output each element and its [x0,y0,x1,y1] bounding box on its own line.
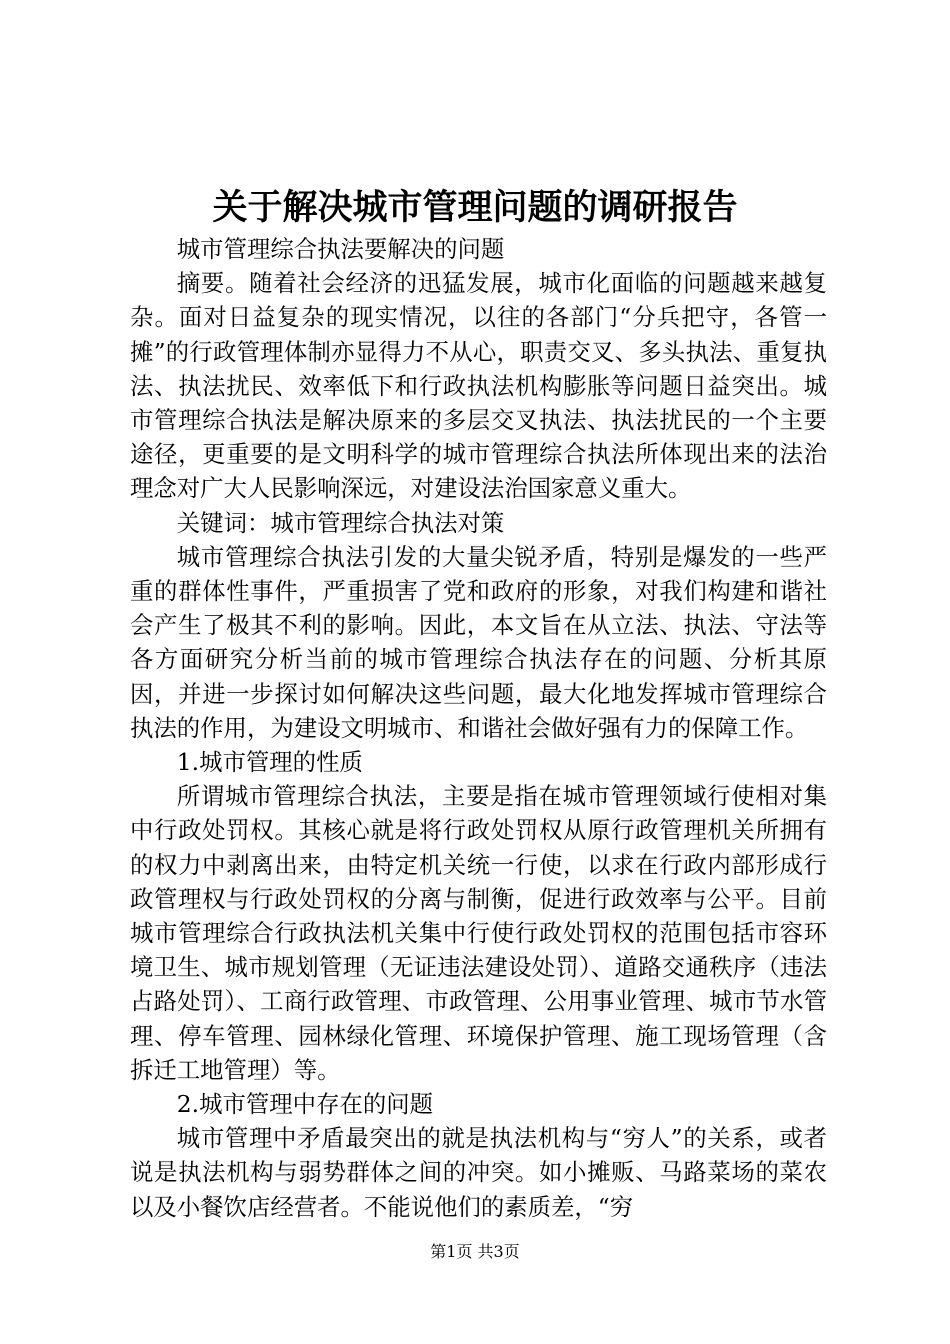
body-paragraph: 城市管理综合执法引发的大量尖锐矛盾，特别是爆发的一些严重的群体性事件，严重损害了党和政府的形象，对我们构建和谐社会产生了极其不利的影响。因此，本文旨在从立法、执法、守法等各方面研究分析当前的城市管理综合执法存在的问题、分析其原因，并进一步探讨如何解决这些问题，最大化地发挥城市管理综合执法的作用，为建设文明城市、和谐社会做好强有力的保障工作。 [130,542,827,742]
document-body [130,232,827,1224]
document-title: 关于解决城市管理问题的调研报告 [212,187,738,228]
section-heading: 1.城市管理的性质 [176,748,363,777]
keywords-line: 关键词：城市管理综合执法对策 [176,508,505,537]
abstract-paragraph: 摘要。随着社会经济的迅猛发展，城市化面临的问题越来越复杂。面对日益复杂的现实情况，以往的各部门“分兵把守，各管一摊”的行政管理体制亦显得力不从心，职责交叉、多头执法、重复执法、执法扰民、效率低下和行政执法机构膨胀等问题日益突出。城市管理综合执法是解决原来的多层交叉执法、执法扰民的一个主要途径，更重要的是文明科学的城市管理综合执法所体现出来的法治理念对广大人民影响深远，对建设法治国家意义重大。 [130,269,827,503]
body-paragraph: 所谓城市管理综合执法，主要是指在城市管理领域行使相对集中行政处罚权。其核心就是将行政处罚权从原行政管理机关所拥有的权力中剥离出来，由特定机关统一行使，以求在行政内部形成行政管理权与行政处罚权的分离与制衡，促进行政效率与公平。目前城市管理综合行政执法机关集中行使行政处罚权的范围包括市容环境卫生、城市规划管理（无证违法建设处罚）、道路交通秩序（违法占路处罚）、工商行政管理、市政管理、公用事业管理、城市节水管理、停车管理、园林绿化管理、环境保护管理、施工现场管理（含拆迁工地管理）等。 [130,782,827,1084]
page-number-footer: 第1页 共3页 [430,1242,520,1261]
section-heading: 城市管理综合执法要解决的问题 [176,235,505,263]
body-paragraph: 城市管理中矛盾最突出的就是执法机构与“穷人”的关系，或者说是执法机构与弱势群体之间的冲突。如小摊贩、马路菜场的菜农以及小餐饮店经营者。不能说他们的素质差，“穷 [130,1124,827,1221]
section-heading: 2.城市管理中存在的问题 [176,1090,434,1119]
